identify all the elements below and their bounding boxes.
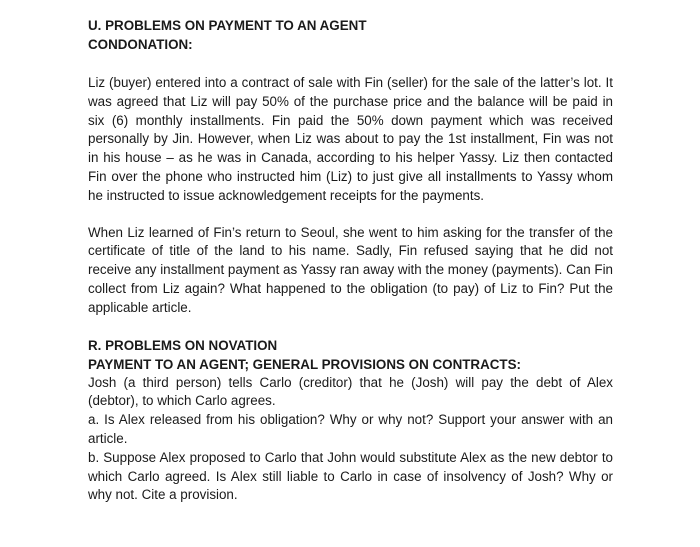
spacer	[88, 206, 613, 224]
spacer	[88, 54, 613, 74]
section-r-question-b: b. Suppose Alex proposed to Carlo that John would substitute Alex as the new debtor to which Carlo agreed. Is Alex still liable to Carlo in case of insolvency of Josh? Why or why not. Cite a provision.	[88, 449, 613, 503]
section-r-question-a: a. Is Alex released from his obligation? Why or why not? Support your answer with an article.	[88, 412, 613, 446]
section-r-title: R. PROBLEMS ON NOVATION	[88, 337, 278, 353]
section-r-subtitle: PAYMENT TO AN AGENT; GENERAL PROVISIONS ON CONTRACTS:	[88, 356, 521, 372]
section-u-subtitle: CONDONATION:	[88, 37, 193, 52]
section-u-paragraph-1: Liz (buyer) entered into a contract of sale with Fin (seller) for the sale of the latter’s lot. It was agreed that Liz will pay 50% of the purchase price and the balance will be paid in six (6) monthly installments. Fin paid the 50% down payment which was received personally by Jin. However, when Liz was about to pay the 1st installment, Fin was not in his house – as he was in Canada, according to his helper Yassy. Liz then contacted Fin over the phone who instructed him (Liz) to just give all installments to Yassy whom he instructed to issue acknowledgement receipts for the payments.	[88, 75, 613, 203]
section-r-intro: Josh (a third person) tells Carlo (creditor) that he (Josh) will pay the debt of Alex (debtor), to which Carlo agrees.	[88, 374, 613, 409]
document-page	[88, 16, 613, 505]
section-u-paragraph-2: When Liz learned of Fin’s return to Seoul, she went to him asking for the transfer of the certificate of title of the land to his name. Sadly, Fin refused saying that he did not receive any installment payment as Yassy ran away with the money (payments). Can Fin collect from Liz again? What happened to the obligation (to pay) of Liz to Fin? Put the applicable article.	[88, 224, 613, 315]
spacer	[88, 318, 613, 336]
section-u-title: U. PROBLEMS ON PAYMENT TO AN AGENT	[88, 18, 367, 33]
